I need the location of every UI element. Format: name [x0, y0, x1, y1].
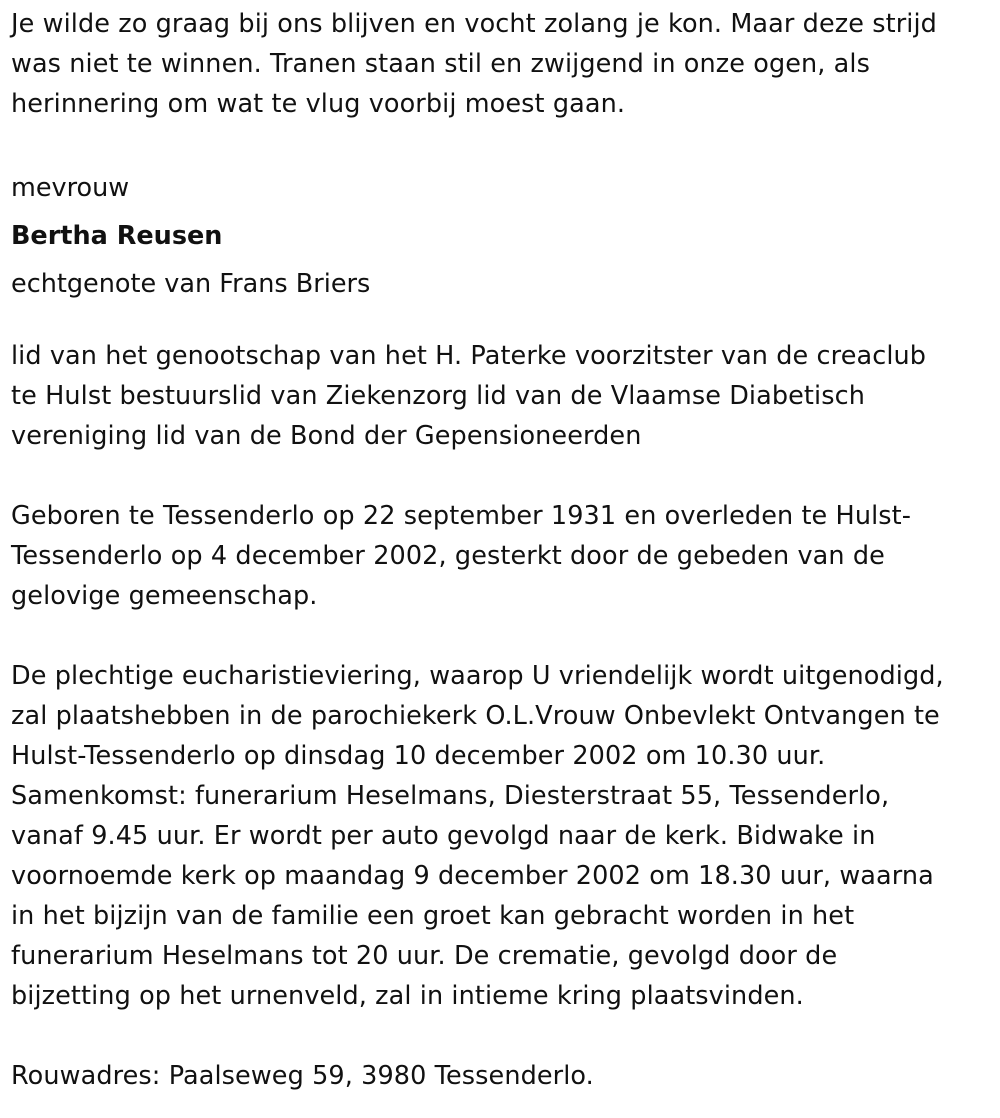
ceremony-line: in het bijzijn van de familie een groet kan gebracht worden in het — [11, 901, 855, 931]
memberships-line: vereniging lid van de Bond der Gepensioneerden — [11, 421, 642, 451]
birth-death-line: gelovige gemeenschap. — [11, 581, 318, 611]
mourning-address: Rouwadres: Paalseweg 59, 3980 Tessenderlo. — [11, 1061, 594, 1091]
paragraph-spacer — [11, 308, 986, 336]
birth-death-line: Geboren te Tessenderlo op 22 september 1931 en overleden te Hulst- — [11, 501, 912, 531]
paragraph-spacer — [11, 616, 986, 656]
memberships-line: te Hulst bestuurslid van Ziekenzorg lid van de Vlaamse Diabetisch — [11, 381, 865, 411]
birth-death-paragraph — [11, 496, 986, 616]
birth-death-line: Tessenderlo op 4 december 2002, gesterkt door de gebeden van de — [11, 541, 885, 571]
memberships-paragraph — [11, 336, 986, 456]
intro-line: Je wilde zo graag bij ons blijven en vocht zolang je kon. Maar deze strijd — [11, 9, 937, 39]
intro-line: herinnering om wat te vlug voorbij moest gaan. — [11, 89, 626, 119]
ceremony-paragraph — [11, 656, 986, 1016]
intro-paragraph — [11, 4, 986, 124]
salutation: mevrouw — [11, 173, 130, 203]
ceremony-line: De plechtige eucharistieviering, waarop U vriendelijk wordt uitgenodigd, — [11, 661, 944, 691]
ceremony-line: vanaf 9.45 uur. Er wordt per auto gevolgd naar de kerk. Bidwake in — [11, 821, 876, 851]
paragraph-spacer — [11, 456, 986, 496]
ceremony-line: voornoemde kerk op maandag 9 december 2002 om 18.30 uur, waarna — [11, 861, 934, 891]
ceremony-line: funerarium Heselmans tot 20 uur. De crematie, gevolgd door de — [11, 941, 838, 971]
ceremony-line: Hulst-Tessenderlo op dinsdag 10 december 2002 om 10.30 uur. — [11, 741, 826, 771]
intro-line: was niet te winnen. Tranen staan stil en zwijgend in onze ogen, als — [11, 49, 870, 79]
paragraph-spacer — [11, 1016, 986, 1056]
spouse-line: echtgenote van Frans Briers — [11, 269, 371, 299]
ceremony-line: Samenkomst: funerarium Heselmans, Diesterstraat 55, Tessenderlo, — [11, 781, 890, 811]
memberships-line: lid van het genootschap van het H. Paterke voorzitster van de creaclub — [11, 341, 927, 371]
ceremony-line: bijzetting op het urnenveld, zal in intieme kring plaatsvinden. — [11, 981, 804, 1011]
obituary-document — [11, 4, 986, 1096]
deceased-name: Bertha Reusen — [11, 221, 223, 251]
paragraph-spacer — [11, 124, 986, 164]
ceremony-line: zal plaatshebben in de parochiekerk O.L.Vrouw Onbevlekt Ontvangen te — [11, 701, 940, 731]
